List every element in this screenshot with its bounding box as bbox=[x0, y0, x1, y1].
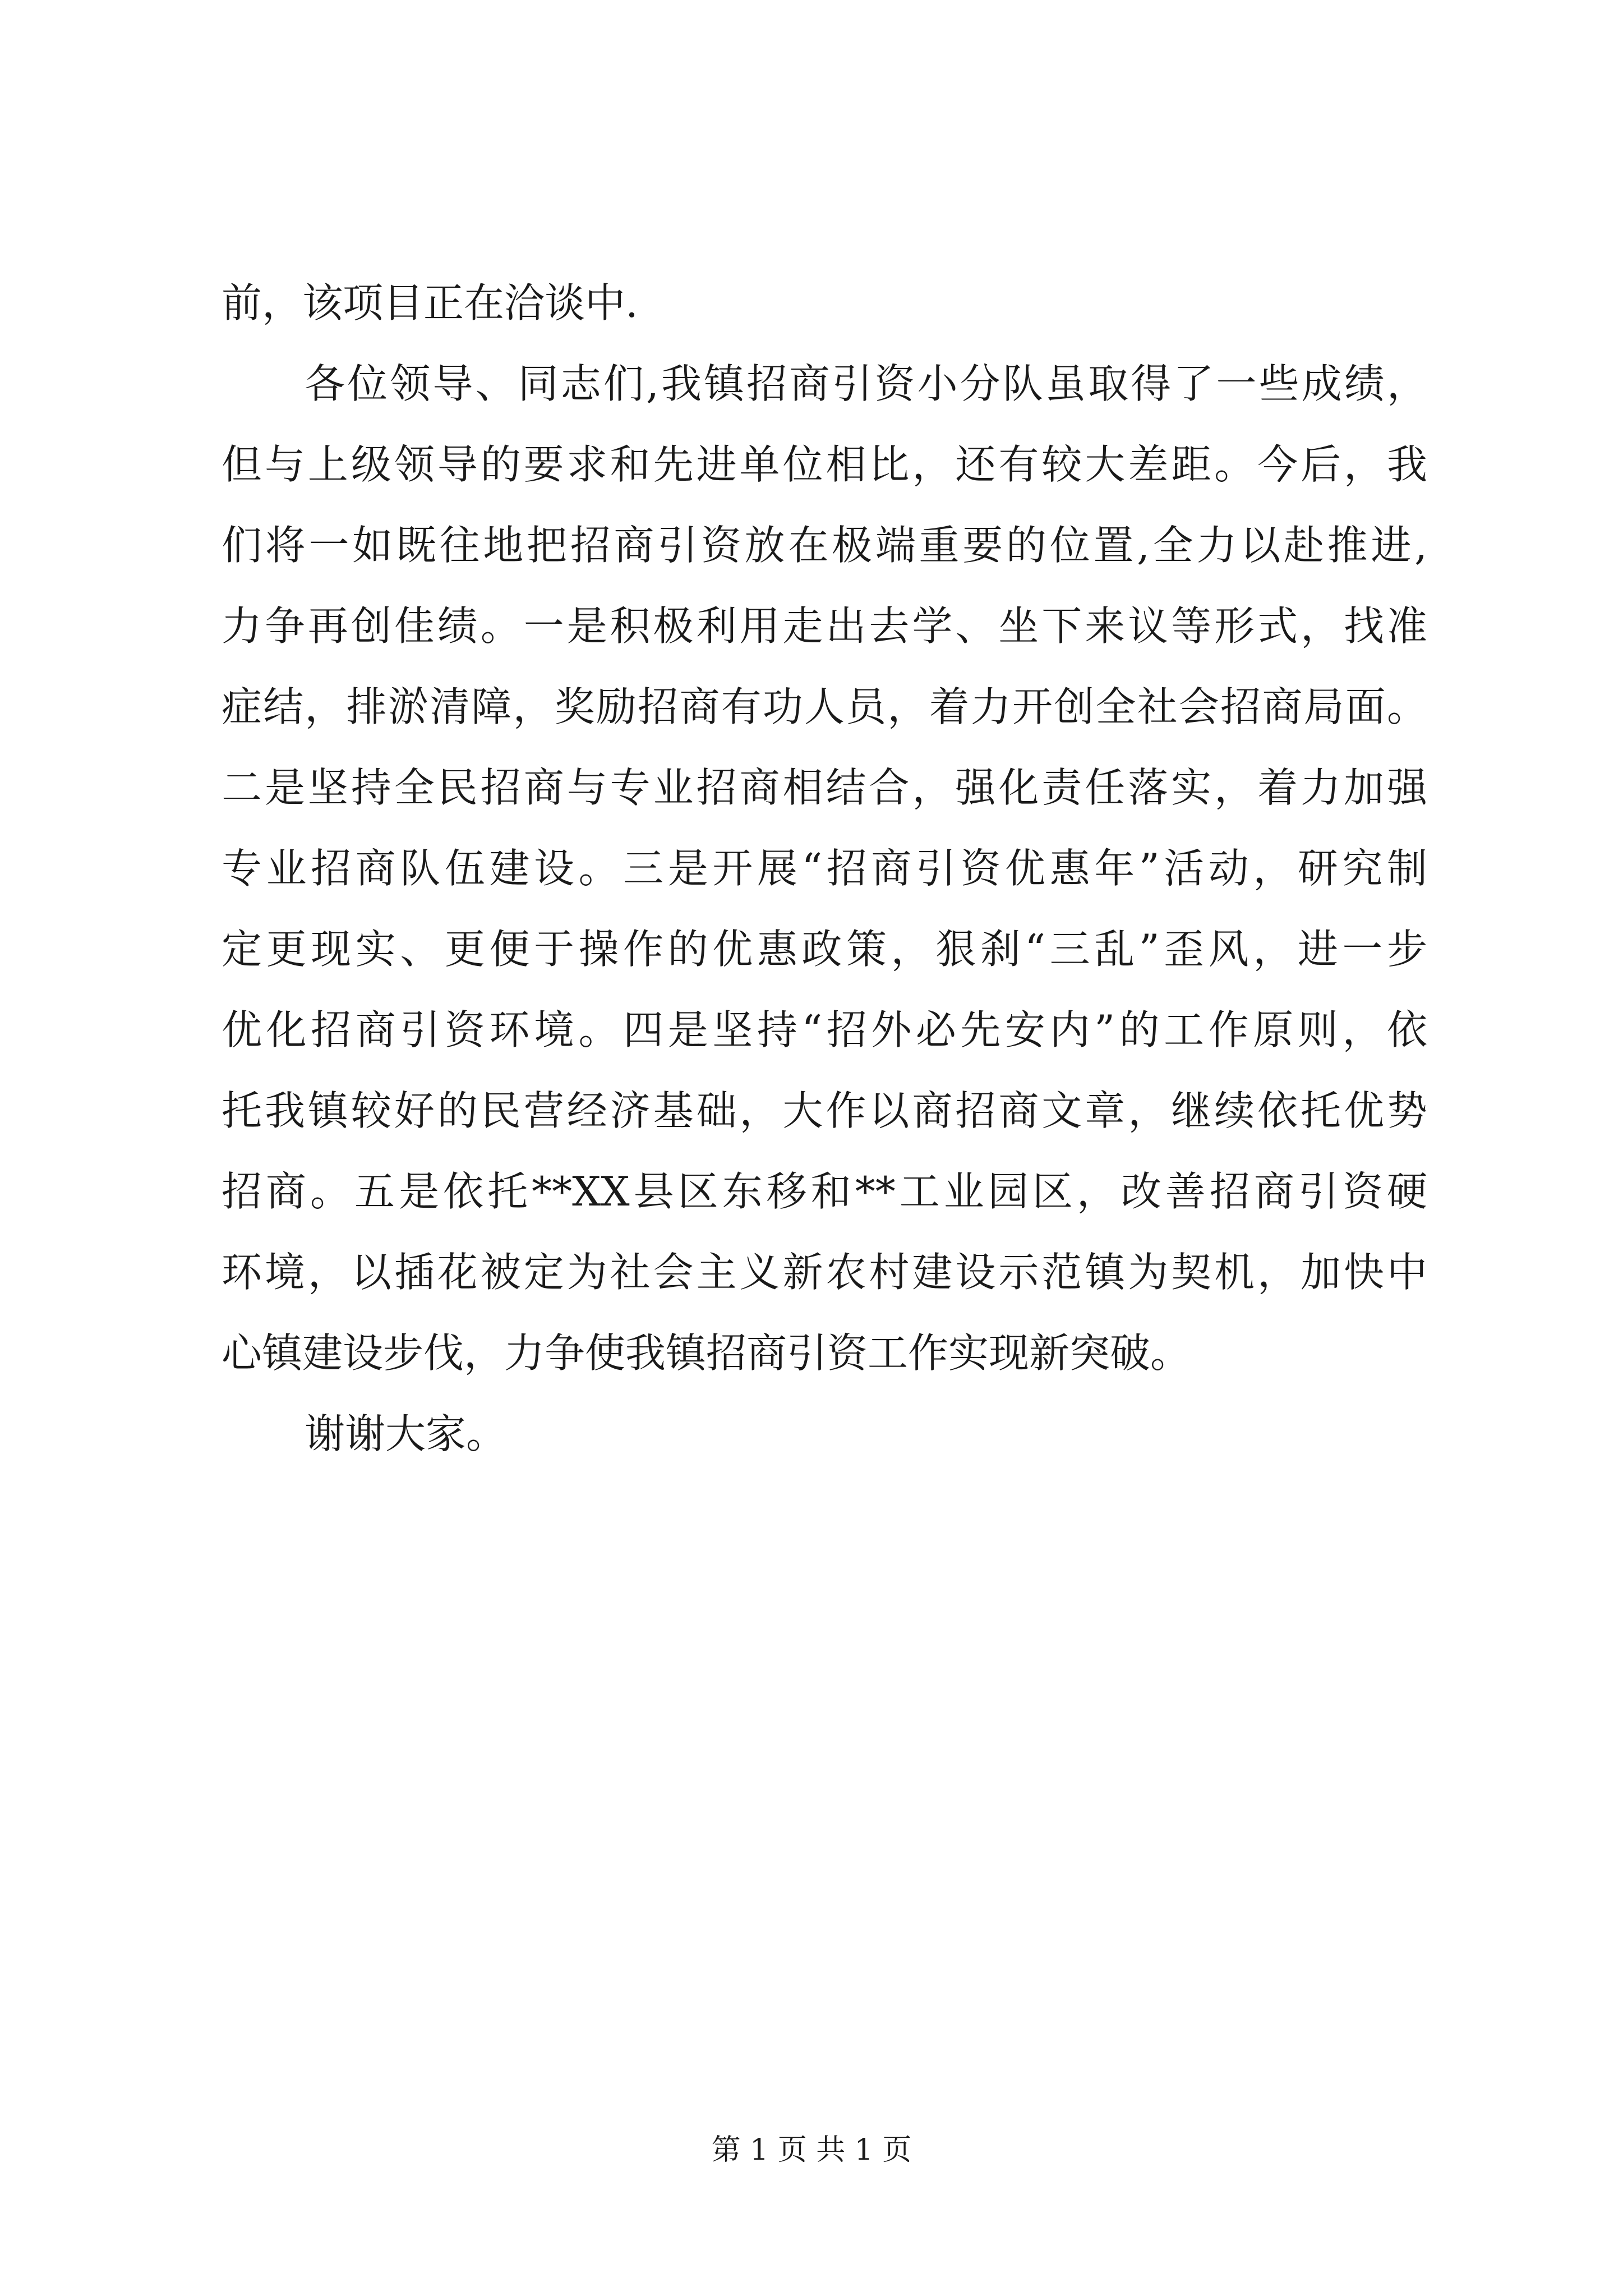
text-line-1: 前，该项目正在洽谈中. bbox=[222, 279, 638, 326]
text-line-9: 定更现实、更便于操作的优惠政策，狠刹“三乱”歪风，进一步 bbox=[222, 926, 1427, 973]
text-line-8: 专业招商队伍建设。三是开展“招商引资优惠年”活动，研究制 bbox=[222, 845, 1427, 892]
text-line-6: 症结，排淤清障，奖励招商有功人员，着力开创全社会招商局面。 bbox=[222, 683, 1427, 730]
text-line-5: 力争再创佳绩。一是积极利用走出去学、坐下来议等形式，找准 bbox=[222, 602, 1427, 650]
text-line-10: 优化招商引资环境。四是坚持“招外必先安内”的工作原则，依 bbox=[222, 1006, 1427, 1053]
text-line-11: 托我镇较好的民营经济基础，大作以商招商文章，继续依托优势 bbox=[222, 1087, 1427, 1134]
text-line-15: 谢谢大家。 bbox=[305, 1410, 507, 1457]
page-number-footer: 第 1 页 共 1 页 bbox=[711, 2133, 912, 2167]
document-body bbox=[222, 263, 1427, 1474]
text-line-7: 二是坚持全民招商与专业招商相结合，强化责任落实，着力加强 bbox=[222, 764, 1427, 811]
text-line-14: 心镇建设步伐，力争使我镇招商引资工作实现新突破。 bbox=[222, 1329, 1191, 1377]
text-line-13: 环境，以插花被定为社会主义新农村建设示范镇为契机，加快中 bbox=[222, 1249, 1427, 1296]
text-line-2: 各位领导、同志们,我镇招商引资小分队虽取得了一些成绩， bbox=[305, 360, 1427, 407]
text-line-3: 但与上级领导的要求和先进单位相比，还有较大差距。今后，我 bbox=[222, 441, 1427, 488]
text-line-12: 招商。五是依托**XX县区东移和**工业园区，改善招商引资硬 bbox=[222, 1168, 1427, 1215]
text-line-4: 们将一如既往地把招商引资放在极端重要的位置,全力以赴推进, bbox=[222, 522, 1427, 569]
